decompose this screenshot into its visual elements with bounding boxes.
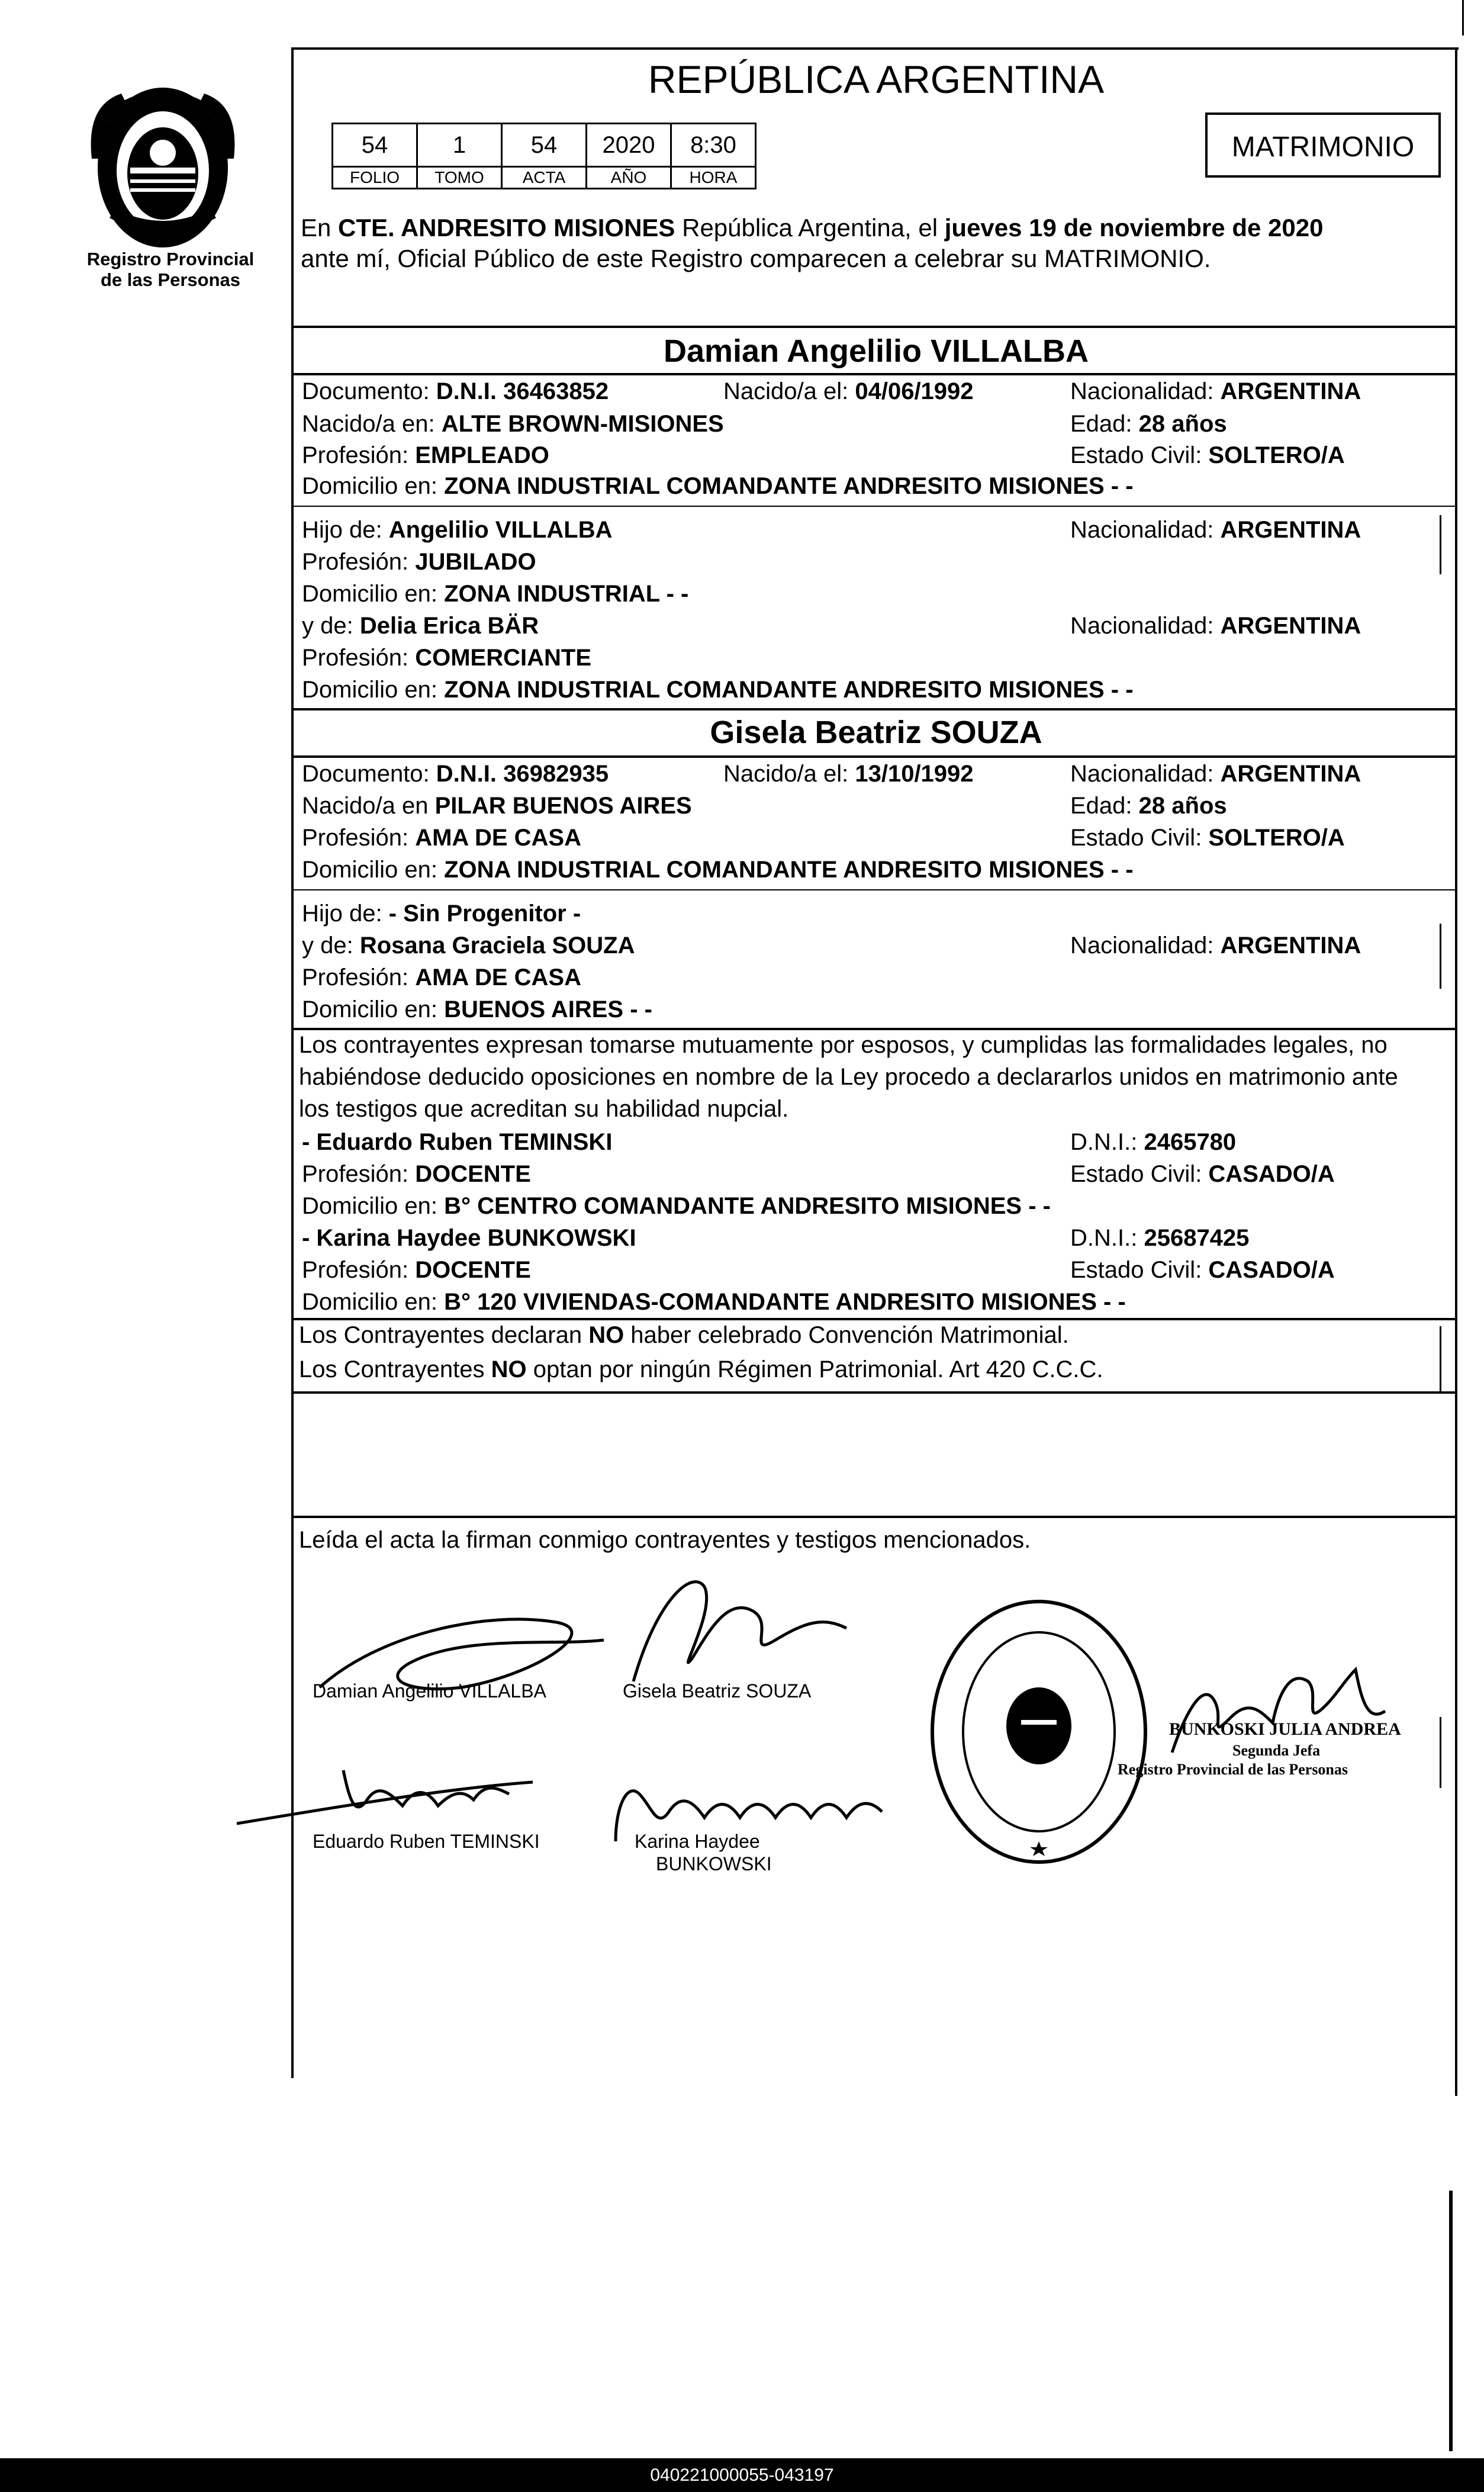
bride-mother-prof xyxy=(302,964,581,991)
label: Nacionalidad: xyxy=(1070,761,1221,787)
witness-1-signature-caption: Eduardo Ruben TEMINSKI xyxy=(313,1831,540,1852)
value: AMA DE CASA xyxy=(415,825,581,851)
groom-father-nat xyxy=(1070,516,1361,544)
label: y de: xyxy=(302,933,360,959)
witness-2-civil xyxy=(1070,1256,1335,1284)
groom-prof xyxy=(302,442,549,469)
label: D.N.I.: xyxy=(1070,1225,1144,1251)
regime-line-1 xyxy=(299,1321,1069,1349)
witness-2-dni xyxy=(1070,1224,1249,1252)
groom-mother-nat xyxy=(1070,612,1361,639)
registry-delegation-stamp xyxy=(923,1593,1154,1871)
groom-addr xyxy=(302,472,1134,500)
value: DOCENTE xyxy=(415,1161,531,1187)
bride-addr xyxy=(302,856,1134,883)
label: Nacido/a el: xyxy=(723,378,855,404)
tomo-label: TOMO xyxy=(417,167,502,189)
witness-2-signature-caption-2: BUNKOWSKI xyxy=(656,1853,772,1874)
value: D.N.I. 36982935 xyxy=(436,761,609,787)
groom-mother xyxy=(302,612,539,639)
intro-line-2: ante mí, Oficial Público de este Registro comparecen a celebrar su MATRIMONIO. xyxy=(301,245,1211,272)
declaration-line-1: Los contrayentes expresan tomarse mutuamente por esposos, y cumplidas las formalidades legales, no xyxy=(299,1032,1388,1058)
document-code: 040221000055-043197 xyxy=(650,2465,834,2485)
groom-father xyxy=(302,516,613,544)
text: Los Contrayentes declaran xyxy=(299,1322,589,1348)
witness-2-signature-caption-1: Karina Haydee xyxy=(635,1831,760,1852)
label: Hijo de: xyxy=(302,901,389,927)
bride-doc xyxy=(302,760,609,787)
witness-2-addr xyxy=(302,1288,1126,1316)
value: 25687425 xyxy=(1144,1225,1250,1251)
groom-nat xyxy=(1070,378,1361,405)
country-title: REPÚBLICA ARGENTINA xyxy=(648,57,1105,101)
value: ARGENTINA xyxy=(1220,613,1361,639)
groom-mother-addr xyxy=(302,676,1134,703)
label: Nacionalidad: xyxy=(1070,933,1221,959)
value: ARGENTINA xyxy=(1220,517,1361,543)
label: Nacionalidad: xyxy=(1070,378,1221,404)
label: Estado Civil: xyxy=(1070,825,1209,851)
groom-civil xyxy=(1070,442,1345,469)
label: Profesión: xyxy=(302,442,416,468)
rule xyxy=(294,708,1455,710)
hora-value: 8:30 xyxy=(671,124,756,167)
bride-father xyxy=(302,900,581,927)
label: Documento: xyxy=(302,378,436,404)
acta-value: 54 xyxy=(502,124,587,167)
label: Nacionalidad: xyxy=(1070,517,1221,543)
bride-nat xyxy=(1070,760,1361,787)
witness-1-name: - Eduardo Ruben TEMINSKI xyxy=(302,1129,613,1155)
groom-doc xyxy=(302,378,609,405)
bride-signature-caption: Gisela Beatriz SOUZA xyxy=(623,1680,812,1702)
declaration-line-3: los testigos que acreditan su habilidad nupcial. xyxy=(299,1096,789,1122)
bride-mother-nat xyxy=(1070,932,1361,959)
rule xyxy=(294,889,1455,890)
hora-label: HORA xyxy=(671,167,756,189)
rule xyxy=(294,755,1455,758)
text: optan por ningún Régimen Patrimonial. Art 420 C.C.C. xyxy=(526,1356,1103,1382)
value: ZONA INDUSTRIAL - - xyxy=(444,581,689,607)
value: SOLTERO/A xyxy=(1208,442,1345,468)
witness-2-prof xyxy=(302,1256,531,1284)
value: 2465780 xyxy=(1144,1129,1237,1155)
intro-line-1 xyxy=(301,214,1323,242)
label: Estado Civil: xyxy=(1070,1161,1209,1187)
declaration-line-2: habiéndose deducido oposiciones en nombre de la Ley procedo a declararlos unidos en matrimonio ante xyxy=(299,1064,1398,1090)
intro-date: jueves 19 de noviembre de 2020 xyxy=(944,214,1324,242)
value: DOCENTE xyxy=(415,1257,531,1283)
witness-2-name: - Karina Haydee BUNKOWSKI xyxy=(302,1225,636,1251)
label: Profesión: xyxy=(302,645,416,671)
record-number-table xyxy=(331,123,757,189)
value: 28 años xyxy=(1138,411,1227,437)
groom-born xyxy=(723,378,974,405)
groom-father-addr xyxy=(302,580,688,607)
label: Domicilio en: xyxy=(302,581,445,607)
margin-line xyxy=(1440,515,1441,574)
intro-pre: En xyxy=(301,214,339,242)
anio-label: AÑO xyxy=(587,167,671,189)
label: Edad: xyxy=(1070,793,1139,819)
value: PILAR BUENOS AIRES xyxy=(434,793,692,819)
value: ZONA INDUSTRIAL COMANDANTE ANDRESITO MISIONES - - xyxy=(444,857,1134,883)
label: D.N.I.: xyxy=(1070,1129,1144,1155)
rule xyxy=(294,1028,1455,1030)
label: Edad: xyxy=(1070,411,1139,437)
value: 13/10/1992 xyxy=(855,761,974,787)
witness-1-dni xyxy=(1070,1128,1236,1156)
value: CASADO/A xyxy=(1208,1257,1335,1283)
act-type-box: MATRIMONIO xyxy=(1205,112,1441,178)
groom-mother-prof xyxy=(302,644,591,671)
intro-place: CTE. ANDRESITO MISIONES xyxy=(338,214,675,242)
rule xyxy=(294,1318,1455,1320)
value: D.N.I. 36463852 xyxy=(436,378,609,404)
groom-name-title: Damian Angelilio VILLALBA xyxy=(663,333,1089,369)
text: Los Contrayentes xyxy=(299,1356,491,1382)
value: 04/06/1992 xyxy=(855,378,974,404)
official-org: Registro Provincial de las Personas xyxy=(1118,1761,1348,1778)
rule xyxy=(294,1391,1455,1394)
emph: NO xyxy=(491,1356,527,1382)
value: COMERCIANTE xyxy=(415,645,591,671)
bride-birthplace xyxy=(302,792,692,819)
value: ARGENTINA xyxy=(1220,378,1361,404)
groom-signature-caption: Damian Angelilio VILLALBA xyxy=(313,1680,546,1702)
margin-line xyxy=(1449,2191,1453,2451)
label: Domicilio en: xyxy=(302,857,445,883)
value: B° 120 VIVIENDAS-COMANDANTE ANDRESITO MISIONES - - xyxy=(444,1289,1126,1315)
groom-age xyxy=(1070,410,1227,438)
label: Nacionalidad: xyxy=(1070,613,1221,639)
value: ZONA INDUSTRIAL COMANDANTE ANDRESITO MISIONES - - xyxy=(444,677,1134,703)
groom-birthplace xyxy=(302,410,724,438)
rule xyxy=(294,373,1455,375)
value: - Sin Progenitor - xyxy=(388,901,581,927)
rule xyxy=(294,1516,1455,1518)
label: Profesión: xyxy=(302,1257,416,1283)
bride-born xyxy=(723,760,974,787)
groom-father-prof xyxy=(302,548,536,575)
margin-line xyxy=(1440,1326,1441,1391)
label: Domicilio en: xyxy=(302,1289,445,1315)
value: Angelilio VILLALBA xyxy=(388,517,613,543)
value: BUENOS AIRES - - xyxy=(444,996,652,1022)
label: Estado Civil: xyxy=(1070,1257,1209,1283)
witness-1-addr xyxy=(302,1192,1051,1220)
value: AMA DE CASA xyxy=(415,964,581,991)
label: Domicilio en: xyxy=(302,996,445,1022)
bride-prof xyxy=(302,824,581,851)
anio-value: 2020 xyxy=(587,124,671,167)
label: Domicilio en: xyxy=(302,677,445,703)
label: Profesión: xyxy=(302,1161,416,1187)
bride-civil xyxy=(1070,824,1345,851)
closing-text: Leída el acta la firman conmigo contrayentes y testigos mencionados. xyxy=(299,1527,1031,1553)
folio-value: 54 xyxy=(333,124,417,167)
label: Estado Civil: xyxy=(1070,442,1209,468)
bride-age xyxy=(1070,792,1227,819)
margin-line xyxy=(1440,1717,1441,1788)
value: ARGENTINA xyxy=(1220,761,1361,787)
province-coat-of-arms-logo xyxy=(74,70,257,253)
acta-label: ACTA xyxy=(502,167,587,189)
value: Delia Erica BÄR xyxy=(359,613,539,639)
value: JUBILADO xyxy=(415,549,536,575)
margin-line xyxy=(1462,0,1464,36)
label: Profesión: xyxy=(302,825,416,851)
value: Rosana Graciela SOUZA xyxy=(359,933,635,959)
label: Nacido/a el: xyxy=(723,761,855,787)
label: Domicilio en: xyxy=(302,1193,445,1219)
margin-line xyxy=(1440,924,1441,989)
value: ZONA INDUSTRIAL COMANDANTE ANDRESITO MISIONES - - xyxy=(444,473,1134,499)
value: ARGENTINA xyxy=(1220,933,1361,959)
bride-name-title: Gisela Beatriz SOUZA xyxy=(710,715,1042,750)
bride-mother-addr xyxy=(302,996,652,1023)
value: CASADO/A xyxy=(1208,1161,1335,1187)
label: y de: xyxy=(302,613,360,639)
registry-caption: Registro Provincial de las Personas xyxy=(86,249,255,290)
rule xyxy=(294,506,1455,507)
value: EMPLEADO xyxy=(415,442,549,468)
tomo-value: 1 xyxy=(417,124,502,167)
value: ALTE BROWN-MISIONES xyxy=(441,411,724,437)
bride-mother xyxy=(302,932,635,959)
label: Hijo de: xyxy=(302,517,389,543)
label: Documento: xyxy=(302,761,436,787)
official-name: BUNKOSKI JULIA ANDREA xyxy=(1169,1719,1401,1739)
witness-1-signature-image xyxy=(225,1747,556,1835)
label: Profesión: xyxy=(302,964,416,991)
emph: NO xyxy=(588,1322,624,1348)
witness-1-prof xyxy=(302,1160,531,1188)
value: 28 años xyxy=(1138,793,1227,819)
label: Domicilio en: xyxy=(302,473,445,499)
rule xyxy=(294,326,1455,328)
intro-mid: República Argentina, el xyxy=(675,214,945,242)
label: Nacido/a en xyxy=(302,793,435,819)
value: SOLTERO/A xyxy=(1208,825,1345,851)
official-role: Segunda Jefa xyxy=(1232,1742,1321,1759)
witness-1-civil xyxy=(1070,1160,1335,1188)
regime-line-2 xyxy=(299,1356,1103,1383)
label: Profesión: xyxy=(302,549,416,575)
text: haber celebrado Convención Matrimonial. xyxy=(624,1322,1069,1348)
value: B° CENTRO COMANDANTE ANDRESITO MISIONES - - xyxy=(444,1193,1051,1219)
label: Nacido/a en: xyxy=(302,411,442,437)
folio-label: FOLIO xyxy=(333,167,417,189)
